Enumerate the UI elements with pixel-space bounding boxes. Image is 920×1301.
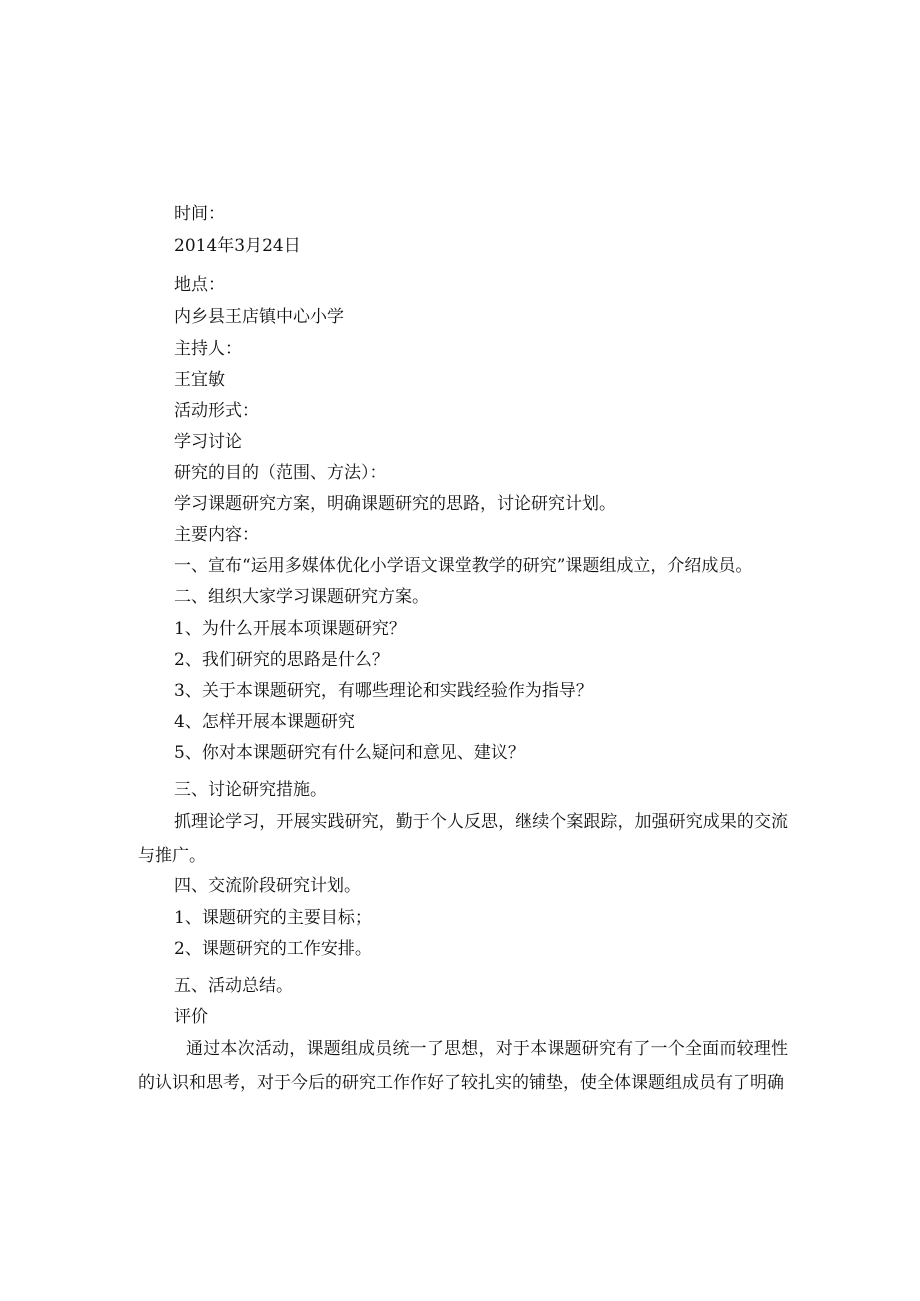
form-label: 活动形式： bbox=[174, 401, 259, 421]
question-3: 3、关于本课题研究，有哪些理论和实践经验作为指导？ bbox=[174, 681, 593, 701]
time-label: 时间： bbox=[174, 204, 225, 224]
content-item-4: 四、交流阶段研究计划。 bbox=[174, 876, 361, 896]
place-label: 地点： bbox=[174, 275, 225, 295]
content-item-1: 一、宣布“运用多媒体优化小学语文课堂教学的研究”课题组成立，介绍成员。 bbox=[174, 556, 753, 576]
question-1: 1、为什么开展本项课题研究？ bbox=[174, 619, 406, 639]
form-value: 学习讨论 bbox=[174, 432, 242, 452]
content-item-5: 五、活动总结。 bbox=[174, 976, 293, 996]
question-2: 2、我们研究的思路是什么？ bbox=[174, 650, 389, 670]
question-5: 5、你对本课题研究有什么疑问和意见、建议？ bbox=[174, 743, 525, 763]
plan-item-1: 1、课题研究的主要目标； bbox=[174, 908, 372, 928]
content-label: 主要内容： bbox=[174, 525, 259, 545]
evaluation-paragraph: 通过本次活动，课题组成员统一了思想，对于本课题研究有了一个全面而较理性的认识和思考，对于今后的研究工作作好了较扎实的铺垫，使全体课题组成员有了明确 bbox=[138, 1039, 788, 1093]
host-value: 王宜敏 bbox=[174, 370, 225, 390]
question-4: 4、怎样开展本课题研究 bbox=[174, 712, 355, 732]
place-value: 内乡县王店镇中心小学 bbox=[174, 307, 344, 327]
content-item-2: 二、组织大家学习课题研究方案。 bbox=[174, 587, 429, 607]
content-item-3: 三、讨论研究措施。 bbox=[174, 780, 327, 800]
host-label: 主持人： bbox=[174, 339, 242, 359]
purpose-value: 学习课题研究方案，明确课题研究的思路，讨论研究计划。 bbox=[174, 494, 616, 514]
purpose-label: 研究的目的（范围、方法）： bbox=[174, 463, 387, 483]
plan-item-2: 2、课题研究的工作安排。 bbox=[174, 939, 372, 959]
evaluation-label: 评价 bbox=[174, 1007, 208, 1027]
measures-paragraph: 抓理论学习，开展实践研究，勤于个人反思，继续个案跟踪，加强研究成果的交流与推广。 bbox=[138, 812, 788, 866]
time-value: 2014年3月24日 bbox=[174, 236, 301, 256]
